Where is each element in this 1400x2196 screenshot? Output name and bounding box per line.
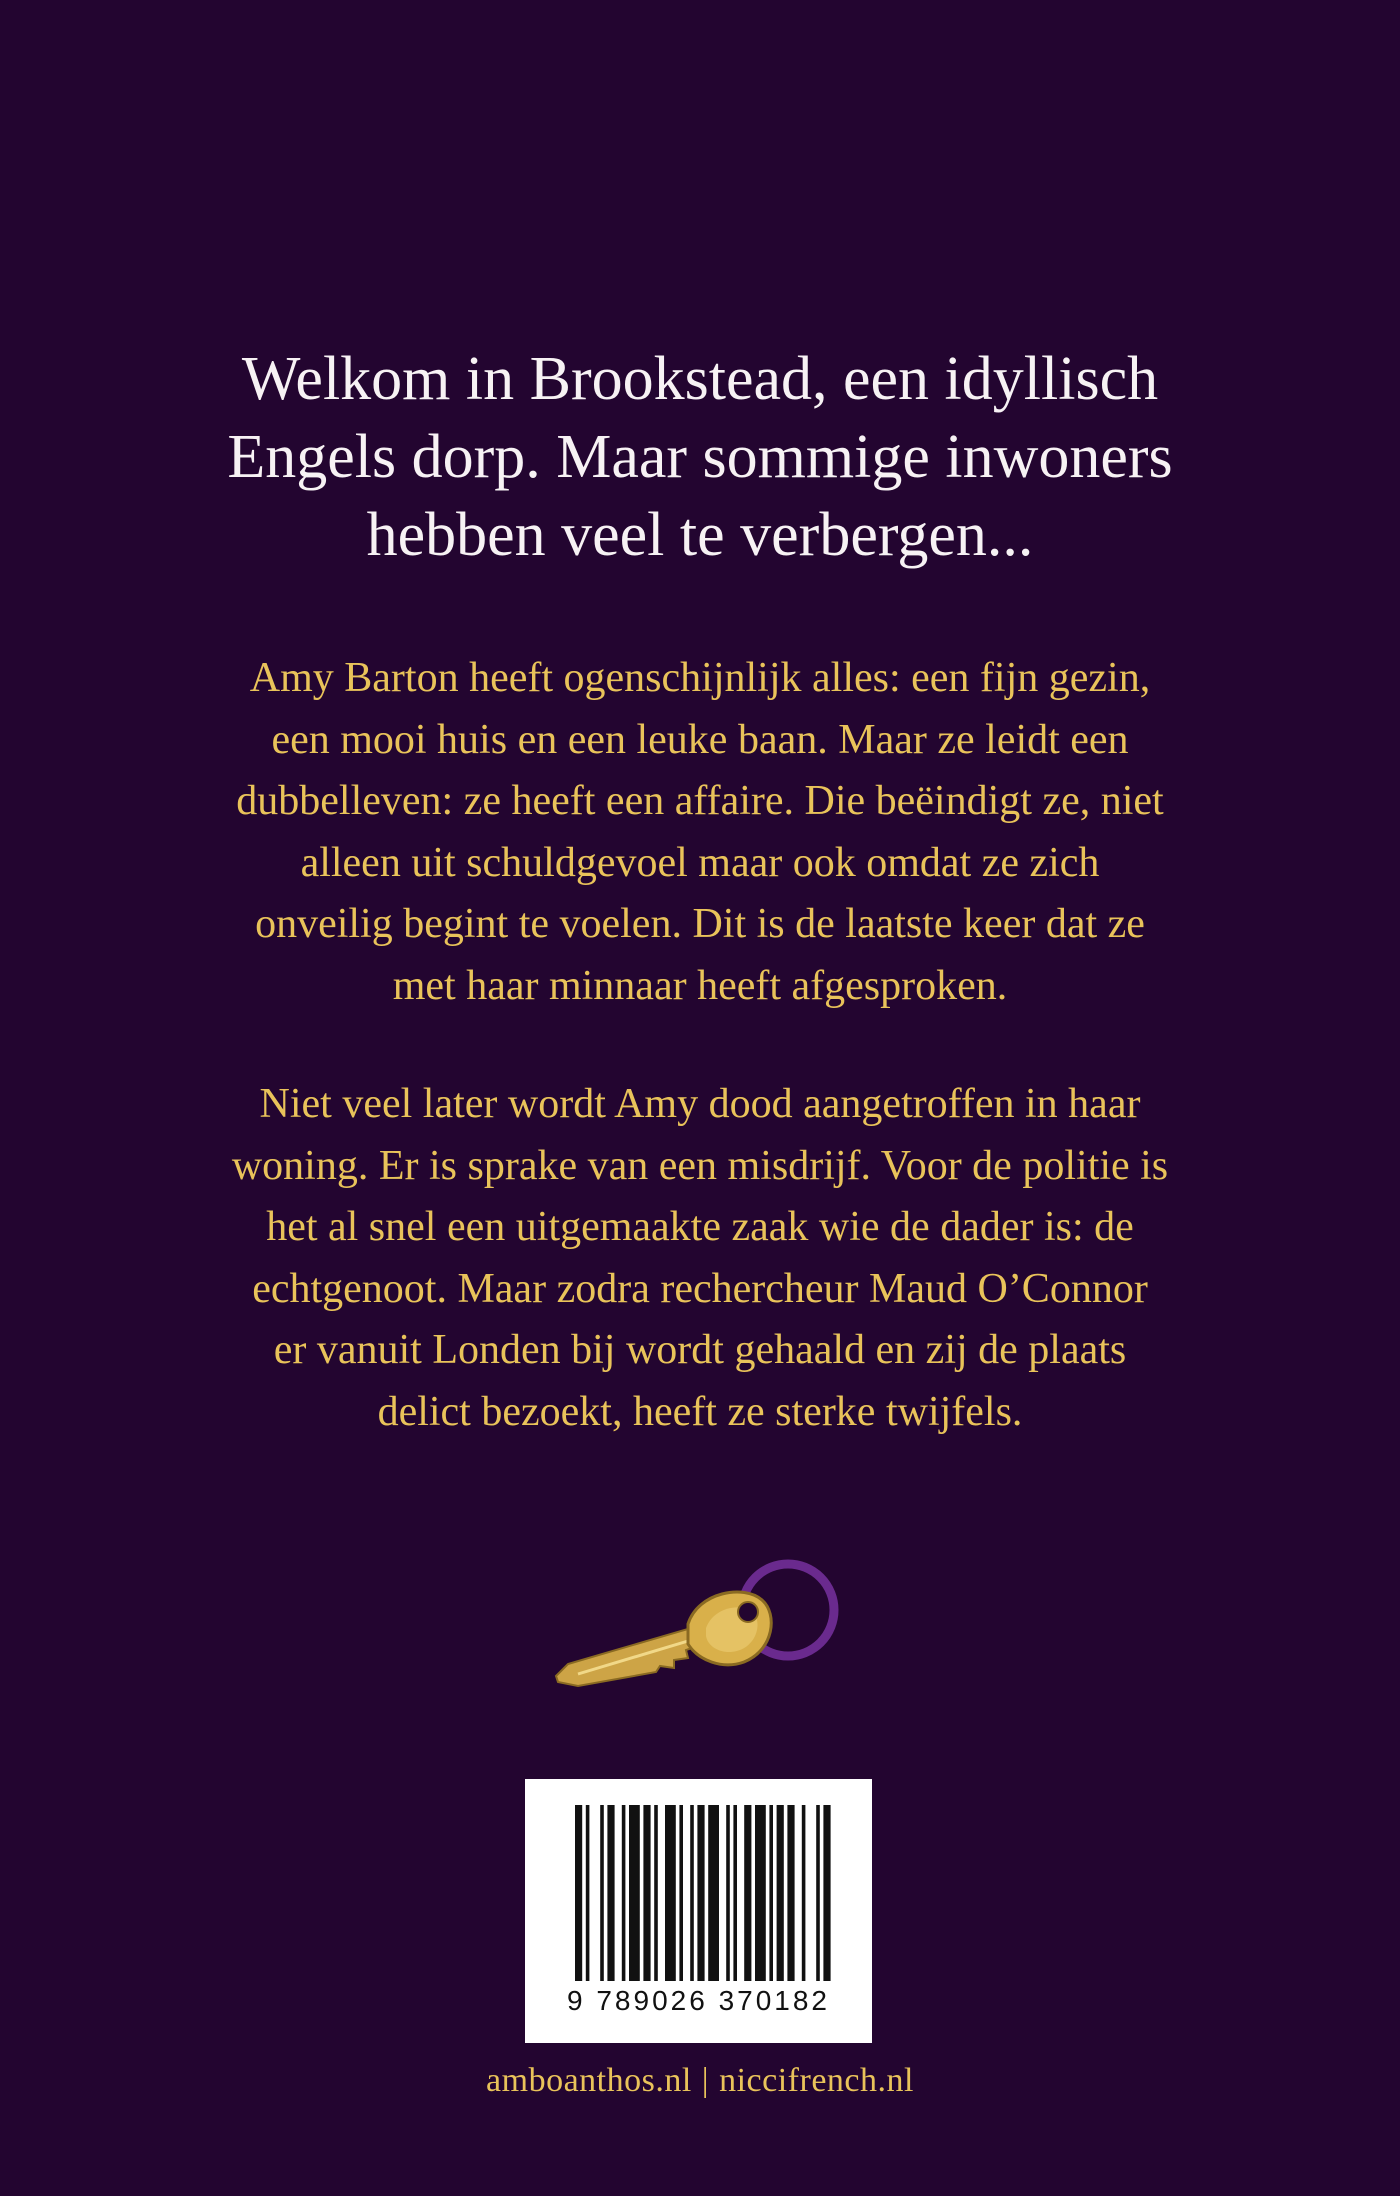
barcode-bar xyxy=(665,1805,676,1981)
blurb-line: delict bezoekt, heeft ze sterke twijfels. xyxy=(377,1388,1023,1435)
barcode-bar xyxy=(643,1805,650,1981)
blurb-line: dubbelleven: ze heeft een affaire. Die beëindigt ze, niet xyxy=(236,778,1164,824)
barcode-bar xyxy=(690,1805,694,1981)
barcode-bar xyxy=(726,1805,730,1981)
blurb-paragraph-2 xyxy=(110,1074,1290,1443)
publisher-link[interactable]: amboanthos.nl xyxy=(486,2062,692,2099)
barcode-bar xyxy=(787,1805,794,1981)
isbn-barcode xyxy=(525,1779,872,2043)
headline-line: hebben veel te verbergen... xyxy=(366,501,1034,569)
barcode-bars xyxy=(525,1779,872,1989)
headline-line: Engels dorp. Maar sommige inwoners xyxy=(227,423,1173,491)
barcode-bar xyxy=(755,1805,766,1981)
blurb-line: Niet veel later wordt Amy dood aangetroffen in haar xyxy=(259,1081,1141,1127)
barcode-bar xyxy=(697,1805,704,1981)
headline xyxy=(120,340,1280,574)
barcode-bar xyxy=(802,1805,806,1981)
blurb-line: het al snel een uitgemaakte zaak wie de dader is: de xyxy=(266,1204,1134,1250)
blurb-line: echtgenoot. Maar zodra rechercheur Maud O’Connor xyxy=(252,1265,1148,1312)
barcode-bar xyxy=(679,1805,683,1981)
blurb-line: onveilig begint te voelen. Dit is de laatste keer dat ze xyxy=(255,901,1145,947)
barcode-bar xyxy=(708,1805,719,1981)
link-separator: | xyxy=(701,2062,710,2099)
key-icon xyxy=(548,1540,848,1700)
barcode-bar xyxy=(600,1805,604,1981)
barcode-bar xyxy=(823,1805,830,1981)
barcode-bar xyxy=(622,1805,626,1981)
blurb-line: alleen uit schuldgevoel maar ook omdat ze zich xyxy=(300,839,1100,886)
barcode-bar xyxy=(769,1805,773,1981)
blurb-line: woning. Er is sprake van een misdrijf. Voor de politie is xyxy=(231,1142,1169,1189)
barcode-bar xyxy=(575,1805,582,1981)
headline-line: Welkom in Brookstead, een idyllisch xyxy=(241,345,1159,413)
barcode-bar xyxy=(777,1805,784,1981)
blurb-line: Amy Barton heeft ogenschijnlijk alles: een fijn gezin, xyxy=(249,655,1151,701)
footer-links xyxy=(0,2062,1400,2100)
blurb-line: er vanuit Londen bij wordt gehaald en zij de plaats xyxy=(273,1327,1127,1373)
blurb-line: een mooi huis en een leuke baan. Maar ze leidt een xyxy=(271,716,1129,763)
isbn-number: 9 789026 370182 xyxy=(567,1985,830,2016)
barcode-bar xyxy=(816,1805,820,1981)
barcode-bar xyxy=(744,1805,751,1981)
barcode-bar xyxy=(586,1805,590,1981)
barcode-bar xyxy=(629,1805,640,1981)
author-link[interactable]: niccifrench.nl xyxy=(719,2062,914,2099)
blurb-paragraph-1 xyxy=(110,648,1290,1017)
barcode-bar xyxy=(733,1805,737,1981)
blurb-line: met haar minnaar heeft afgesproken. xyxy=(392,962,1008,1009)
barcode-bar xyxy=(607,1805,614,1981)
barcode-bar xyxy=(654,1805,658,1981)
